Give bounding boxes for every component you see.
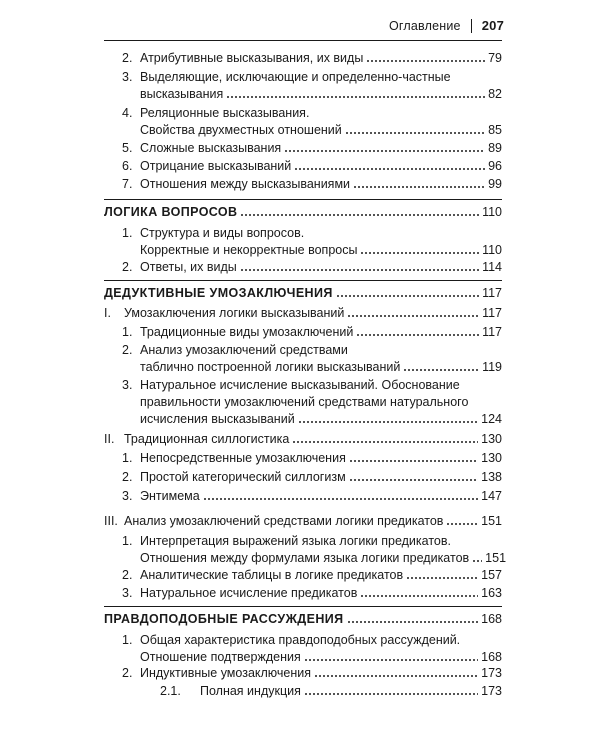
- entry-title: Корректные и некорректные вопросы: [140, 243, 358, 257]
- entry-number: 2.: [122, 568, 133, 582]
- entry-number: 2.: [122, 666, 133, 680]
- entry-title: Натуральное исчисление предикатов: [140, 586, 358, 600]
- dot-leader: [203, 490, 478, 501]
- toc-entry[interactable]: [104, 324, 502, 341]
- toc-entry[interactable]: [104, 342, 502, 376]
- toc-entry[interactable]: [104, 259, 502, 276]
- entry-title: Индуктивные умозаключения: [140, 666, 312, 680]
- entry-page-number: 89: [488, 141, 502, 155]
- entry-page-number: 110: [482, 243, 502, 257]
- entry-number: 4.: [122, 106, 133, 120]
- entry-number: 3.: [122, 70, 133, 84]
- entry-title: Отношения между высказываниями: [140, 177, 351, 191]
- toc-entry[interactable]: [104, 450, 502, 467]
- dot-leader: [304, 651, 478, 662]
- dot-leader: [360, 587, 478, 598]
- entry-title: [122, 533, 502, 550]
- entry-page-number: 138: [481, 470, 502, 484]
- dot-leader: [353, 178, 485, 189]
- entry-number: 5.: [122, 141, 133, 155]
- page-number: 207: [481, 18, 504, 33]
- toc-entry[interactable]: [104, 469, 502, 486]
- entry-title: Натуральное исчисление высказываний. Обоснование: [140, 378, 460, 392]
- toc-heading[interactable]: [104, 204, 502, 221]
- dot-leader: [294, 160, 485, 171]
- entry-title: Сложные высказывания: [140, 141, 282, 155]
- entry-number: 7.: [122, 177, 133, 191]
- entry-page-number: 147: [481, 489, 502, 503]
- toc-heading[interactable]: [104, 285, 502, 302]
- toc-entry[interactable]: [104, 69, 502, 103]
- entry-page-number: 117: [482, 325, 502, 339]
- dot-leader: [472, 552, 482, 563]
- entry-number: 2.: [122, 260, 133, 274]
- entry-title: Отношение подтверждения: [140, 650, 301, 664]
- toc-entry[interactable]: [104, 632, 502, 666]
- entry-number: 1.: [122, 633, 133, 647]
- entry-page-number: 82: [488, 87, 502, 101]
- entry-title: Простой категорический силлогизм: [140, 470, 346, 484]
- toc-part[interactable]: [104, 431, 502, 448]
- entry-title: ДЕДУКТИВНЫЕ УМОЗАКЛЮЧЕНИЯ: [104, 286, 333, 300]
- entry-title: Полная индукция: [200, 684, 301, 698]
- entry-page-number: 99: [488, 177, 502, 191]
- entry-title: исчисления высказываний: [140, 412, 295, 426]
- entry-title: Аналитические таблицы в логике предикатов: [140, 568, 404, 582]
- section-divider: [104, 606, 502, 607]
- entry-page-number: 117: [482, 306, 502, 320]
- toc-entry[interactable]: [104, 533, 507, 567]
- entry-number: 2.: [122, 470, 133, 484]
- entry-number: 1.: [122, 534, 133, 548]
- entry-number: III.: [104, 514, 118, 528]
- entry-title: Выделяющие, исключающие и определенно-частные: [140, 70, 451, 84]
- dot-leader: [406, 569, 478, 580]
- section-title: Оглавление: [389, 18, 461, 33]
- entry-title: Анализ умозаключений средствами логики предикатов: [124, 514, 444, 528]
- entry-page-number: 163: [481, 586, 502, 600]
- entry-title: Отношения между формулами языка логики предикатов: [140, 551, 470, 565]
- toc-part[interactable]: [104, 513, 502, 530]
- entry-page-number: 114: [482, 260, 502, 274]
- toc-entry[interactable]: [104, 176, 502, 193]
- dot-leader: [226, 88, 485, 99]
- entry-page-number: 173: [481, 684, 502, 698]
- entry-title: Анализ умозаключений средствами: [140, 343, 348, 357]
- toc-heading[interactable]: [104, 611, 502, 628]
- entry-page-number: 117: [482, 286, 502, 300]
- entry-title: [122, 342, 502, 359]
- entry-number: 1.: [122, 451, 133, 465]
- dot-leader: [336, 287, 479, 298]
- dot-leader: [240, 261, 479, 272]
- entry-page-number: 168: [481, 650, 502, 664]
- entry-title: правильности умозаключений средствами натурального: [140, 395, 469, 409]
- entry-title: [122, 105, 502, 122]
- toc-entry[interactable]: [104, 225, 502, 259]
- entry-number: I.: [104, 306, 111, 320]
- toc-entry[interactable]: [104, 488, 502, 505]
- entry-title: Свойства двухместных отношений: [140, 123, 342, 137]
- section-divider: [104, 280, 502, 281]
- entry-number: 2.: [122, 343, 133, 357]
- toc-entry[interactable]: [104, 105, 502, 139]
- dot-leader: [349, 471, 478, 482]
- entry-title: [122, 69, 502, 86]
- entry-title: высказывания: [140, 87, 224, 101]
- entry-number: 1.: [122, 325, 133, 339]
- entry-page-number: 85: [488, 123, 502, 137]
- entry-page-number: 96: [488, 159, 502, 173]
- entry-page-number: 110: [482, 205, 502, 219]
- entry-number: 6.: [122, 159, 133, 173]
- toc-entry[interactable]: [104, 140, 502, 157]
- entry-title: ПРАВДОПОДОБНЫЕ РАССУЖДЕНИЯ: [104, 612, 344, 626]
- section-divider: [104, 199, 502, 200]
- toc-entry[interactable]: [104, 377, 502, 428]
- entry-number: 3.: [122, 586, 133, 600]
- entry-page-number: 124: [481, 412, 502, 426]
- entry-page-number: 130: [481, 432, 502, 446]
- dot-leader: [349, 452, 478, 463]
- entry-title: [122, 632, 502, 649]
- dot-leader: [292, 433, 478, 444]
- dot-leader: [347, 307, 479, 318]
- entry-title: Реляционные высказывания.: [140, 106, 310, 120]
- entry-title: таблично построенной логики высказываний: [140, 360, 401, 374]
- entry-page-number: 168: [481, 612, 502, 626]
- entry-page-number: 151: [481, 514, 502, 528]
- dot-leader: [298, 413, 478, 424]
- entry-page-number: 151: [485, 551, 507, 565]
- toc-entry[interactable]: [104, 50, 502, 67]
- entry-page-number: 157: [481, 568, 502, 582]
- entry-title: Энтимема: [140, 489, 200, 503]
- entry-title: Традиционные виды умозаключений: [140, 325, 354, 339]
- entry-page-number: 173: [481, 666, 502, 680]
- toc-entry[interactable]: [104, 683, 502, 700]
- entry-title: Структура и виды вопросов.: [140, 226, 305, 240]
- dot-leader: [347, 613, 479, 624]
- entry-title: Ответы, их виды: [140, 260, 237, 274]
- entry-number: 1.: [122, 226, 133, 240]
- entry-title: Атрибутивные высказывания, их виды: [140, 51, 364, 65]
- dot-leader: [240, 206, 479, 217]
- dot-leader: [356, 326, 479, 337]
- entry-title: Традиционная силлогистика: [124, 432, 290, 446]
- toc-part[interactable]: [104, 305, 502, 322]
- toc-entry[interactable]: [104, 158, 502, 175]
- toc-entry[interactable]: [104, 665, 502, 682]
- toc-entry[interactable]: [104, 585, 502, 602]
- entry-title: Непосредственные умозаключения: [140, 451, 346, 465]
- entry-number: 2.: [122, 51, 133, 65]
- toc-entry[interactable]: [104, 567, 502, 584]
- entry-title: [122, 377, 502, 394]
- entry-title: Умозаключения логики высказываний: [124, 306, 345, 320]
- entry-title: Интерпретация выражений языка логики предикатов.: [140, 534, 451, 548]
- entry-title: [122, 225, 502, 242]
- dot-leader: [304, 685, 478, 696]
- dot-leader: [360, 244, 479, 255]
- entry-page-number: 79: [488, 51, 502, 65]
- entry-title: Отрицание высказываний: [140, 159, 292, 173]
- entry-page-number: 130: [481, 451, 502, 465]
- dot-leader: [314, 667, 478, 678]
- dot-leader: [345, 124, 485, 135]
- dot-leader: [446, 515, 478, 526]
- entry-number: 2.1.: [160, 684, 181, 698]
- dot-leader: [284, 142, 485, 153]
- entry-number: 3.: [122, 378, 133, 392]
- entry-title: ЛОГИКА ВОПРОСОВ: [104, 205, 238, 219]
- dot-leader: [403, 361, 479, 372]
- entry-page-number: 119: [482, 360, 502, 374]
- entry-title: Общая характеристика правдоподобных рассуждений.: [140, 633, 461, 647]
- dot-leader: [366, 52, 485, 63]
- entry-number: 3.: [122, 489, 133, 503]
- entry-number: II.: [104, 432, 115, 446]
